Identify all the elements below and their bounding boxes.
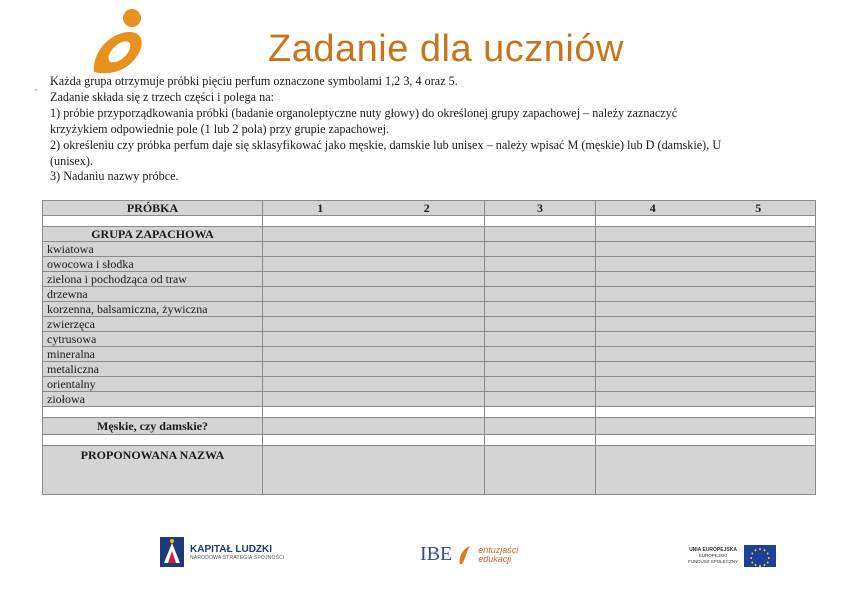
table-row: [43, 272, 816, 287]
ibe-title: IBE: [420, 543, 453, 565]
footer-logos: [0, 535, 842, 575]
group-label: zielona i pochodząca od traw: [43, 272, 263, 287]
ue-line-2: EUROPEJSKI: [698, 553, 728, 558]
gender-label: Męskie, czy damskie?: [43, 418, 263, 435]
group-label: metaliczna: [43, 362, 263, 377]
table-row: [43, 446, 816, 495]
page-title: Zadanie dla uczniów: [268, 28, 624, 70]
ue-line-3: FUNDUSZ SPOŁECZNY: [688, 559, 739, 564]
sample-header-3: 3: [485, 201, 596, 216]
classification-table: [42, 200, 816, 495]
kapital-subtitle: NARODOWA STRATEGIA SPÓJNOŚCI: [190, 554, 285, 561]
group-label: korzenna, balsamiczna, żywiczna: [43, 302, 263, 317]
instruction-line: Każda grupa otrzymuje próbki pięciu perfum oznaczone symbolami 1,2 3, 4 oraz 5.: [50, 74, 458, 88]
instruction-line: 1) próbie przyporządkowania próbki (badanie organoleptyczne nuty głowy) do określonej grupy zapachowej – należy zaznaczyć: [50, 105, 678, 120]
instruction-line: 3) Nadaniu nazwy próbce.: [50, 169, 179, 184]
table-row: [43, 332, 816, 347]
table-row: [43, 435, 816, 446]
group-label: owocowa i słodka: [43, 257, 263, 272]
table-row: [43, 257, 816, 272]
group-label: drzewna: [43, 287, 263, 302]
instruction-line: 2) określeniu czy próbka perfum daje się sklasyfikować jako męskie, damskie lub unisex – należy wpisać M (męskie) lub D (damskie), U: [50, 137, 722, 152]
group-label: ziołowa: [43, 392, 263, 407]
ibe-subtitle-1: entuzjaści: [478, 544, 519, 555]
kapital-ludzki-icon: [160, 537, 184, 567]
table-row: [43, 347, 816, 362]
table-row: [43, 418, 816, 435]
table-row: [43, 302, 816, 317]
kapital-title: KAPITAŁ LUDZKI: [190, 543, 273, 555]
group-header: GRUPA ZAPACHOWA: [43, 227, 263, 242]
instruction-line: Zadanie składa się z trzech części i polega na:: [50, 89, 274, 104]
sample-header-4-5: 4 5: [596, 201, 816, 216]
table-row: [43, 407, 816, 418]
probka-label: PRÓBKA: [43, 201, 263, 216]
group-label: mineralna: [43, 347, 263, 362]
ibe-logo: [420, 543, 518, 566]
table-row: [43, 242, 816, 257]
table-row: [43, 392, 816, 407]
group-label: cytrusowa: [43, 332, 263, 347]
instruction-line: (unisex).: [50, 153, 93, 168]
group-label: kwiatowa: [43, 242, 263, 257]
bullet-mark: -: [34, 82, 38, 96]
ibe-subtitle-2: edukacji: [478, 553, 512, 564]
eu-logo: [688, 545, 776, 567]
table-row: [43, 377, 816, 392]
instruction-line: krzyżykiem odpowiednie pole (1 lub 2 pola) przy grupie zapachowej.: [50, 121, 390, 136]
program-logo-icon: [88, 6, 154, 76]
sample-header-1-2: 1 2: [263, 201, 485, 216]
table-row: [43, 216, 816, 227]
group-label: orientalny: [43, 377, 263, 392]
task-instructions: [50, 74, 780, 185]
group-label: zwierzęca: [43, 317, 263, 332]
table-row: [43, 201, 816, 216]
table-row: [43, 227, 816, 242]
ue-line-1: UNIA EUROPEJSKA: [689, 547, 737, 553]
kapital-ludzki-logo: [160, 537, 285, 567]
ibe-swirl-icon: [456, 544, 474, 566]
table-row: [43, 362, 816, 377]
table-row: [43, 287, 816, 302]
name-label: PROPONOWANA NAZWA: [43, 446, 263, 495]
eu-flag-icon: [744, 545, 776, 567]
table-row: [43, 317, 816, 332]
